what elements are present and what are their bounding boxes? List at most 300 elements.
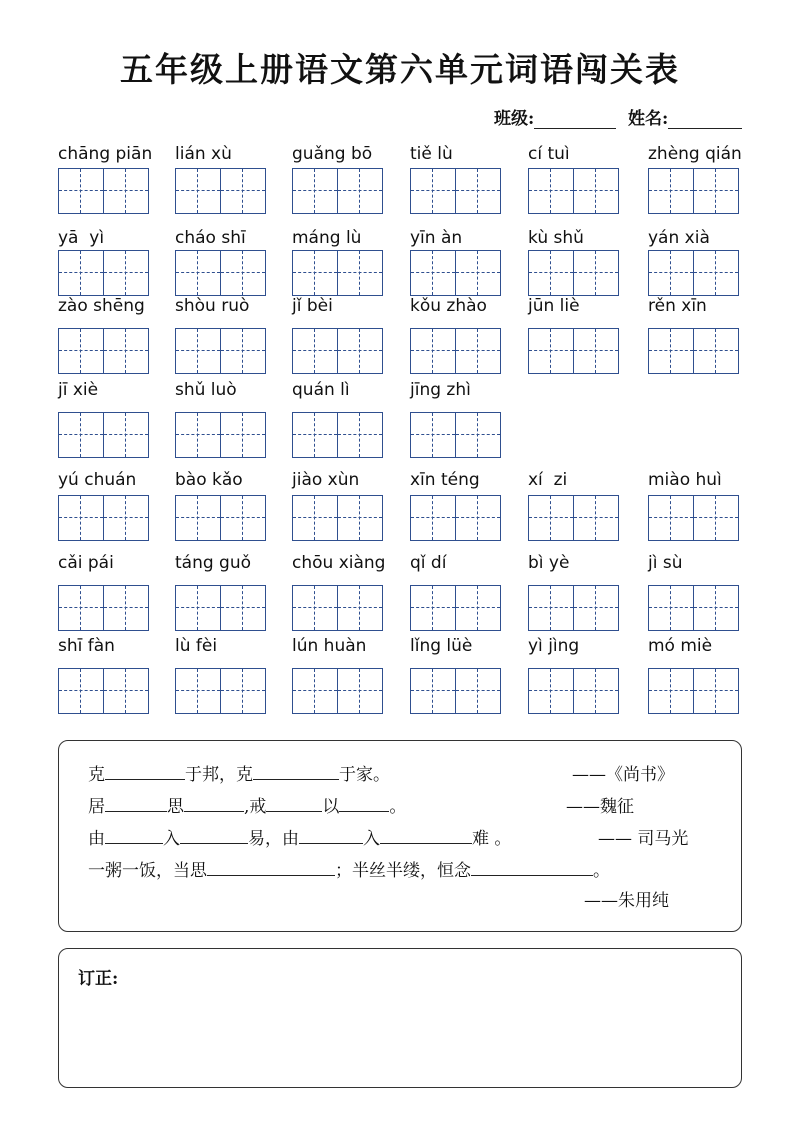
- fill-blank[interactable]: [105, 763, 185, 780]
- writing-cell[interactable]: [292, 250, 338, 296]
- tianzige-box[interactable]: [410, 495, 500, 541]
- writing-cell[interactable]: [175, 585, 221, 631]
- name-field: [628, 104, 742, 129]
- fill-blank[interactable]: [253, 763, 339, 780]
- guide-line-horizontal: [529, 690, 573, 691]
- page-title: 五年级上册语文第六单元词语闯关表: [120, 50, 680, 89]
- guide-line-horizontal: [529, 190, 573, 191]
- quote-text: 于家。: [339, 765, 390, 785]
- writing-cell[interactable]: [220, 328, 266, 374]
- tianzige-box[interactable]: [175, 585, 265, 631]
- pinyin-label: shǔ luò: [175, 380, 237, 400]
- tianzige-box[interactable]: [292, 412, 382, 458]
- writing-cell[interactable]: [175, 328, 221, 374]
- guide-line-horizontal: [411, 517, 455, 518]
- guide-line-horizontal: [104, 690, 148, 691]
- guide-line-vertical: [477, 669, 478, 713]
- guide-line-vertical: [432, 586, 433, 630]
- quote-text: 。: [593, 861, 610, 881]
- guide-line-horizontal: [574, 272, 618, 273]
- pinyin-label: guǎng bō: [292, 144, 373, 164]
- guide-line-vertical: [80, 496, 81, 540]
- guide-line-horizontal: [221, 434, 265, 435]
- tianzige-box[interactable]: [528, 585, 618, 631]
- quote-text: 一粥一饭，当思: [88, 861, 207, 881]
- guide-line-vertical: [314, 169, 315, 213]
- guide-line-vertical: [715, 669, 716, 713]
- tianzige-box[interactable]: [292, 668, 382, 714]
- tianzige-box[interactable]: [528, 495, 618, 541]
- writing-cell[interactable]: [337, 328, 383, 374]
- writing-cell[interactable]: [693, 495, 739, 541]
- guide-line-horizontal: [293, 690, 337, 691]
- tianzige-box[interactable]: [410, 585, 500, 631]
- tianzige-box[interactable]: [648, 250, 738, 296]
- guide-line-vertical: [670, 169, 671, 213]
- guide-line-vertical: [125, 169, 126, 213]
- tianzige-box[interactable]: [292, 250, 382, 296]
- tianzige-box[interactable]: [648, 495, 738, 541]
- pinyin-label: máng lù: [292, 228, 362, 248]
- writing-cell[interactable]: [648, 250, 694, 296]
- writing-cell[interactable]: [648, 168, 694, 214]
- writing-cell[interactable]: [648, 585, 694, 631]
- fill-blank[interactable]: [105, 827, 163, 844]
- writing-cell[interactable]: [410, 328, 456, 374]
- tianzige-box[interactable]: [410, 328, 500, 374]
- guide-line-horizontal: [176, 434, 220, 435]
- writing-cell[interactable]: [103, 495, 149, 541]
- writing-cell[interactable]: [58, 328, 104, 374]
- pinyin-label: tiě lù: [410, 144, 453, 164]
- tianzige-box[interactable]: [648, 328, 738, 374]
- tianzige-box[interactable]: [58, 168, 148, 214]
- writing-cell[interactable]: [337, 668, 383, 714]
- tianzige-box[interactable]: [648, 585, 738, 631]
- guide-line-vertical: [595, 251, 596, 295]
- guide-line-horizontal: [293, 190, 337, 191]
- guide-line-horizontal: [59, 272, 103, 273]
- guide-line-vertical: [80, 251, 81, 295]
- pinyin-label: lù fèi: [175, 636, 218, 656]
- writing-cell[interactable]: [175, 495, 221, 541]
- writing-cell[interactable]: [693, 168, 739, 214]
- tianzige-box[interactable]: [292, 328, 382, 374]
- name-blank[interactable]: [668, 110, 742, 129]
- correction-panel: [58, 948, 742, 1088]
- guide-line-horizontal: [338, 607, 382, 608]
- guide-line-horizontal: [104, 517, 148, 518]
- quote-text: 。: [389, 797, 407, 817]
- writing-cell[interactable]: [292, 412, 338, 458]
- class-field: [494, 104, 616, 129]
- class-label: 班级:: [494, 109, 535, 129]
- guide-line-vertical: [359, 586, 360, 630]
- writing-cell[interactable]: [528, 668, 574, 714]
- writing-cell[interactable]: [528, 250, 574, 296]
- guide-line-horizontal: [649, 350, 693, 351]
- quote-text: 克: [88, 765, 105, 785]
- tianzige-box[interactable]: [175, 168, 265, 214]
- tianzige-box[interactable]: [175, 250, 265, 296]
- guide-line-horizontal: [176, 607, 220, 608]
- guide-line-vertical: [550, 251, 551, 295]
- pinyin-label: yīn àn: [410, 228, 463, 248]
- tianzige-box[interactable]: [528, 250, 618, 296]
- quote-source-3: —— 司马光: [598, 829, 689, 849]
- guide-line-vertical: [125, 329, 126, 373]
- guide-line-horizontal: [649, 517, 693, 518]
- quote-source-4: ——朱用纯: [584, 891, 669, 911]
- writing-cell[interactable]: [103, 328, 149, 374]
- tianzige-box[interactable]: [58, 412, 148, 458]
- pinyin-label: bì yè: [528, 553, 570, 573]
- writing-cell[interactable]: [693, 250, 739, 296]
- class-blank[interactable]: [534, 110, 616, 129]
- pinyin-label: kǒu zhào: [410, 296, 487, 316]
- guide-line-horizontal: [59, 350, 103, 351]
- writing-cell[interactable]: [648, 495, 694, 541]
- writing-cell[interactable]: [58, 668, 104, 714]
- writing-cell[interactable]: [175, 250, 221, 296]
- guide-line-vertical: [715, 169, 716, 213]
- pinyin-label: qǐ dí: [410, 553, 447, 573]
- guide-line-vertical: [125, 413, 126, 457]
- name-label: 姓名:: [628, 109, 669, 129]
- guide-line-horizontal: [59, 190, 103, 191]
- writing-cell[interactable]: [693, 328, 739, 374]
- pinyin-label: chōu xiàng: [292, 553, 386, 573]
- guide-line-vertical: [477, 496, 478, 540]
- tianzige-box[interactable]: [410, 668, 500, 714]
- guide-line-vertical: [477, 413, 478, 457]
- guide-line-vertical: [125, 586, 126, 630]
- guide-line-vertical: [314, 669, 315, 713]
- guide-line-vertical: [432, 251, 433, 295]
- tianzige-box[interactable]: [58, 495, 148, 541]
- writing-cell[interactable]: [410, 250, 456, 296]
- guide-line-vertical: [80, 413, 81, 457]
- guide-line-vertical: [550, 329, 551, 373]
- writing-cell[interactable]: [220, 412, 266, 458]
- writing-cell[interactable]: [58, 495, 104, 541]
- fill-blank[interactable]: [180, 827, 248, 844]
- pinyin-label: jī xiè: [58, 380, 99, 400]
- guide-line-horizontal: [411, 350, 455, 351]
- tianzige-box[interactable]: [292, 495, 382, 541]
- guide-line-horizontal: [456, 350, 500, 351]
- tianzige-box[interactable]: [175, 495, 265, 541]
- guide-line-horizontal: [574, 190, 618, 191]
- guide-line-vertical: [595, 586, 596, 630]
- writing-cell[interactable]: [103, 412, 149, 458]
- writing-cell[interactable]: [220, 168, 266, 214]
- guide-line-vertical: [359, 329, 360, 373]
- guide-line-vertical: [670, 496, 671, 540]
- writing-cell[interactable]: [175, 412, 221, 458]
- fill-blank[interactable]: [339, 795, 389, 812]
- quote-text: 入: [363, 829, 380, 849]
- writing-cell[interactable]: [410, 668, 456, 714]
- pinyin-label: bào kǎo: [175, 470, 243, 490]
- tianzige-box[interactable]: [648, 668, 738, 714]
- guide-line-horizontal: [694, 690, 738, 691]
- guide-line-horizontal: [574, 690, 618, 691]
- fill-blank[interactable]: [299, 827, 363, 844]
- guide-line-vertical: [242, 669, 243, 713]
- guide-line-horizontal: [221, 350, 265, 351]
- writing-cell[interactable]: [337, 412, 383, 458]
- writing-cell[interactable]: [455, 585, 501, 631]
- guide-line-horizontal: [456, 272, 500, 273]
- guide-line-vertical: [314, 413, 315, 457]
- writing-cell[interactable]: [528, 168, 574, 214]
- quote-text: 思: [167, 797, 184, 817]
- guide-line-horizontal: [338, 690, 382, 691]
- guide-line-horizontal: [574, 607, 618, 608]
- writing-cell[interactable]: [410, 168, 456, 214]
- guide-line-vertical: [359, 169, 360, 213]
- writing-cell[interactable]: [337, 585, 383, 631]
- writing-cell[interactable]: [410, 585, 456, 631]
- pinyin-label: zào shēng: [58, 296, 145, 316]
- writing-cell[interactable]: [175, 668, 221, 714]
- fill-blank[interactable]: [471, 859, 593, 876]
- guide-line-vertical: [125, 669, 126, 713]
- pinyin-label: lián xù: [175, 144, 232, 164]
- guide-line-horizontal: [221, 190, 265, 191]
- guide-line-horizontal: [221, 517, 265, 518]
- guide-line-vertical: [197, 329, 198, 373]
- tianzige-box[interactable]: [410, 412, 500, 458]
- guide-line-horizontal: [574, 517, 618, 518]
- guide-line-horizontal: [338, 190, 382, 191]
- writing-cell[interactable]: [455, 250, 501, 296]
- writing-cell[interactable]: [410, 412, 456, 458]
- guide-line-vertical: [80, 169, 81, 213]
- guide-line-vertical: [80, 669, 81, 713]
- tianzige-box[interactable]: [175, 328, 265, 374]
- guide-line-horizontal: [649, 272, 693, 273]
- writing-cell[interactable]: [573, 168, 619, 214]
- pinyin-label: miào huì: [648, 470, 722, 490]
- pinyin-label: xí zi: [528, 470, 568, 490]
- fill-blank[interactable]: [105, 795, 167, 812]
- writing-cell[interactable]: [103, 585, 149, 631]
- guide-line-horizontal: [221, 690, 265, 691]
- writing-cell[interactable]: [58, 168, 104, 214]
- writing-cell[interactable]: [455, 495, 501, 541]
- guide-line-vertical: [477, 251, 478, 295]
- writing-cell[interactable]: [528, 495, 574, 541]
- guide-line-vertical: [359, 496, 360, 540]
- pinyin-label: yì jìng: [528, 636, 580, 656]
- guide-line-horizontal: [176, 272, 220, 273]
- guide-line-vertical: [359, 413, 360, 457]
- guide-line-vertical: [595, 669, 596, 713]
- writing-cell[interactable]: [528, 328, 574, 374]
- guide-line-horizontal: [104, 190, 148, 191]
- pinyin-label: rěn xīn: [648, 296, 707, 316]
- writing-cell[interactable]: [337, 168, 383, 214]
- guide-line-horizontal: [694, 607, 738, 608]
- guide-line-horizontal: [104, 350, 148, 351]
- fill-blank[interactable]: [380, 827, 472, 844]
- tianzige-box[interactable]: [410, 168, 500, 214]
- pinyin-label: jīng zhì: [410, 380, 471, 400]
- writing-cell[interactable]: [58, 585, 104, 631]
- guide-line-vertical: [242, 251, 243, 295]
- writing-cell[interactable]: [573, 668, 619, 714]
- writing-cell[interactable]: [648, 668, 694, 714]
- tianzige-box[interactable]: [58, 585, 148, 631]
- guide-line-horizontal: [649, 190, 693, 191]
- pinyin-label: jì sù: [648, 553, 683, 573]
- pinyin-label: yā yì: [58, 228, 105, 248]
- fill-blank[interactable]: [207, 859, 335, 876]
- writing-cell[interactable]: [573, 328, 619, 374]
- writing-cell[interactable]: [455, 412, 501, 458]
- guide-line-vertical: [314, 329, 315, 373]
- guide-line-horizontal: [338, 434, 382, 435]
- guide-line-vertical: [197, 669, 198, 713]
- tianzige-box[interactable]: [58, 328, 148, 374]
- guide-line-horizontal: [456, 190, 500, 191]
- writing-cell[interactable]: [693, 668, 739, 714]
- guide-line-vertical: [197, 496, 198, 540]
- guide-line-vertical: [242, 329, 243, 373]
- tianzige-box[interactable]: [528, 668, 618, 714]
- guide-line-vertical: [477, 586, 478, 630]
- pinyin-label: cháo shī: [175, 228, 246, 248]
- tianzige-box[interactable]: [175, 668, 265, 714]
- guide-line-horizontal: [456, 690, 500, 691]
- guide-line-vertical: [715, 496, 716, 540]
- guide-line-vertical: [715, 586, 716, 630]
- writing-cell[interactable]: [103, 250, 149, 296]
- writing-cell[interactable]: [573, 585, 619, 631]
- writing-cell[interactable]: [292, 585, 338, 631]
- quote-text: ,戒: [244, 797, 267, 817]
- quote-text: 以: [322, 797, 340, 817]
- guide-line-horizontal: [176, 517, 220, 518]
- quote-line-2: [88, 792, 406, 817]
- writing-cell[interactable]: [220, 668, 266, 714]
- guide-line-vertical: [670, 251, 671, 295]
- quote-line-1: [88, 760, 390, 785]
- tianzige-box[interactable]: [528, 328, 618, 374]
- tianzige-box[interactable]: [648, 168, 738, 214]
- tianzige-box[interactable]: [292, 168, 382, 214]
- tianzige-box[interactable]: [528, 168, 618, 214]
- correction-label: 订正:: [78, 969, 119, 989]
- writing-cell[interactable]: [455, 328, 501, 374]
- guide-line-horizontal: [694, 517, 738, 518]
- guide-line-horizontal: [694, 190, 738, 191]
- guide-line-vertical: [80, 586, 81, 630]
- writing-cell[interactable]: [337, 250, 383, 296]
- guide-line-vertical: [197, 413, 198, 457]
- guide-line-vertical: [595, 169, 596, 213]
- guide-line-vertical: [197, 586, 198, 630]
- tianzige-box[interactable]: [58, 668, 148, 714]
- writing-cell[interactable]: [455, 668, 501, 714]
- writing-cell[interactable]: [292, 668, 338, 714]
- tianzige-box[interactable]: [292, 585, 382, 631]
- guide-line-horizontal: [59, 517, 103, 518]
- writing-cell[interactable]: [175, 168, 221, 214]
- pinyin-label: jǐ bèi: [292, 296, 333, 316]
- writing-cell[interactable]: [103, 168, 149, 214]
- writing-cell[interactable]: [220, 585, 266, 631]
- guide-line-vertical: [670, 329, 671, 373]
- pinyin-label: shī fàn: [58, 636, 115, 656]
- guide-line-horizontal: [338, 272, 382, 273]
- writing-cell[interactable]: [573, 495, 619, 541]
- tianzige-box[interactable]: [58, 250, 148, 296]
- guide-line-vertical: [314, 496, 315, 540]
- pinyin-label: yán xià: [648, 228, 710, 248]
- pinyin-label: jiào xùn: [292, 470, 360, 490]
- writing-cell[interactable]: [573, 250, 619, 296]
- guide-line-vertical: [432, 169, 433, 213]
- writing-cell[interactable]: [410, 495, 456, 541]
- writing-cell[interactable]: [220, 495, 266, 541]
- writing-cell[interactable]: [648, 328, 694, 374]
- writing-cell[interactable]: [455, 168, 501, 214]
- quote-source-1: ——《尚书》: [572, 765, 674, 785]
- writing-cell[interactable]: [220, 250, 266, 296]
- writing-cell[interactable]: [292, 495, 338, 541]
- guide-line-vertical: [125, 251, 126, 295]
- writing-cell[interactable]: [292, 328, 338, 374]
- guide-line-vertical: [242, 586, 243, 630]
- pinyin-label: táng guǒ: [175, 553, 252, 573]
- guide-line-vertical: [550, 496, 551, 540]
- guide-line-horizontal: [456, 434, 500, 435]
- guide-line-vertical: [197, 169, 198, 213]
- pinyin-label: cǎi pái: [58, 553, 114, 573]
- quote-text: 于邦，克: [185, 765, 253, 785]
- quote-text: 入: [163, 829, 180, 849]
- guide-line-horizontal: [293, 517, 337, 518]
- guide-line-horizontal: [411, 272, 455, 273]
- pinyin-label: kù shǔ: [528, 228, 584, 248]
- writing-cell[interactable]: [58, 412, 104, 458]
- guide-line-vertical: [242, 169, 243, 213]
- guide-line-horizontal: [104, 607, 148, 608]
- fill-blank[interactable]: [266, 795, 322, 812]
- quote-text: 由: [88, 829, 105, 849]
- pinyin-label: lǐng lüè: [410, 636, 473, 656]
- writing-cell[interactable]: [58, 250, 104, 296]
- guide-line-horizontal: [104, 434, 148, 435]
- tianzige-box[interactable]: [175, 412, 265, 458]
- guide-line-horizontal: [221, 607, 265, 608]
- tianzige-box[interactable]: [410, 250, 500, 296]
- writing-cell[interactable]: [337, 495, 383, 541]
- writing-cell[interactable]: [528, 585, 574, 631]
- fill-blank[interactable]: [184, 795, 244, 812]
- quote-text: 居: [88, 797, 105, 817]
- guide-line-vertical: [314, 586, 315, 630]
- writing-cell[interactable]: [693, 585, 739, 631]
- guide-line-horizontal: [411, 190, 455, 191]
- writing-cell[interactable]: [292, 168, 338, 214]
- writing-cell[interactable]: [103, 668, 149, 714]
- guide-line-horizontal: [176, 350, 220, 351]
- guide-line-vertical: [80, 329, 81, 373]
